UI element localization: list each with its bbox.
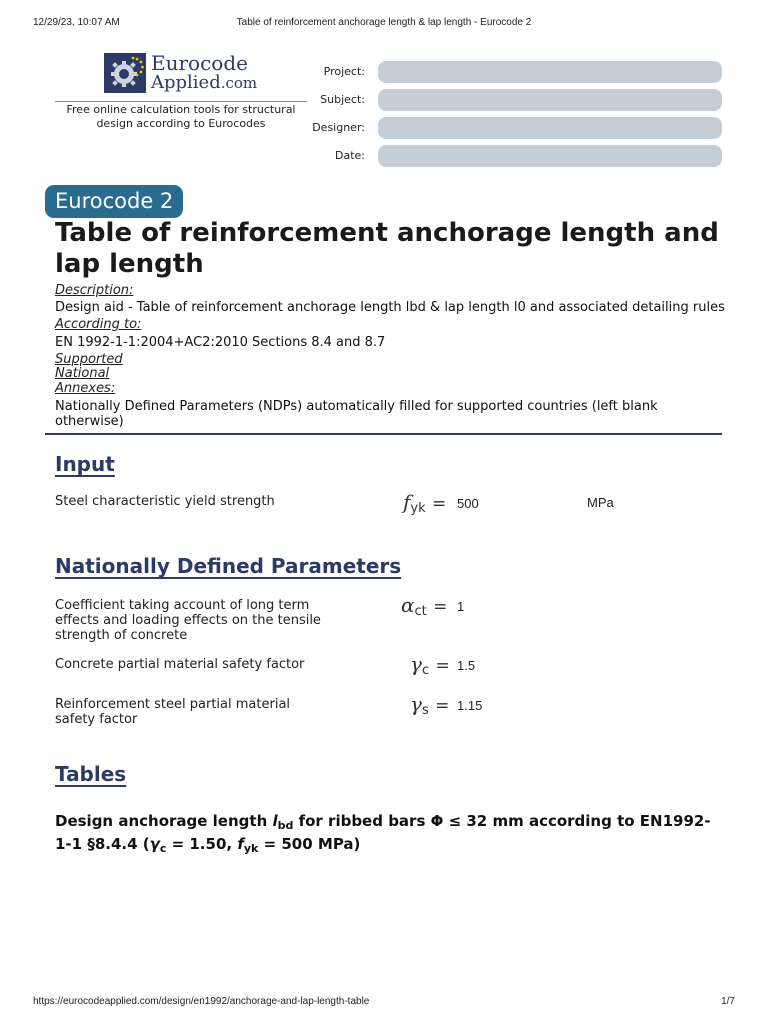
- annexes-label-line2: National: [55, 366, 110, 381]
- gamma-c-label: Concrete partial material safety factor: [55, 657, 305, 672]
- annexes-text: Nationally Defined Parameters (NDPs) automatically filled for supported countries (left blank otherwise): [55, 399, 658, 429]
- gamma-c-symbol-subscript: c: [421, 663, 430, 678]
- alpha-ct-symbol: [401, 593, 447, 619]
- project-input[interactable]: [378, 61, 722, 83]
- project-label: Project:: [323, 65, 365, 78]
- subject-input[interactable]: [378, 89, 722, 111]
- tagline: Free online calculation tools for structural design according to Eurocodes: [66, 103, 296, 130]
- designer-label: Designer:: [312, 121, 365, 134]
- table-heading-gamma-sub: c: [159, 842, 167, 855]
- print-page-number: 1/7: [721, 996, 735, 1007]
- gamma-s-symbol-subscript: s: [421, 703, 429, 718]
- table-heading-part3: = 1.50,: [166, 835, 238, 853]
- fyk-unit: MPa: [587, 495, 614, 510]
- description-label: Description:: [55, 283, 134, 298]
- alpha-ct-label: Coefficient taking account of long term effects and loading effects on the tensile strength of concrete: [55, 598, 321, 643]
- print-title: Table of reinforcement anchorage length & lap length - Eurocode 2: [236, 17, 532, 28]
- print-date: 12/29/23, 10:07 AM: [33, 17, 120, 28]
- designer-input[interactable]: [378, 117, 722, 139]
- page-title: Table of reinforcement anchorage length and lap length: [55, 218, 719, 279]
- logo[interactable]: [104, 53, 264, 95]
- table-heading-l-symbol: l: [272, 812, 278, 830]
- subject-label: Subject:: [320, 93, 365, 106]
- gamma-s-symbol-letter: γ: [410, 692, 422, 716]
- gamma-s-label: Reinforcement steel partial material safety factor: [55, 697, 291, 727]
- logo-text-eurocode: Eurocode: [151, 51, 248, 75]
- gamma-s-symbol: [410, 692, 449, 718]
- alpha-ct-equals: =: [433, 597, 448, 617]
- gamma-c-equals: =: [435, 656, 450, 676]
- fyk-value[interactable]: 500: [457, 496, 479, 511]
- anchorage-table-heading: [55, 812, 725, 858]
- table-heading-part4: = 500 MPa): [258, 835, 361, 853]
- fyk-symbol-letter: f: [403, 490, 411, 514]
- gamma-c-symbol-letter: γ: [410, 652, 422, 676]
- fyk-equals: =: [432, 494, 447, 514]
- gamma-c-symbol: [410, 652, 450, 678]
- eurocode-gear-icon: [104, 53, 146, 93]
- ndp-section-title: Nationally Defined Parameters: [55, 554, 402, 578]
- table-heading-gamma-symbol: γ: [149, 835, 160, 853]
- fyk-symbol: [403, 490, 446, 516]
- header-divider: [45, 433, 722, 435]
- table-heading-part1: Design anchorage length: [55, 812, 273, 830]
- fyk-label: Steel characteristic yield strength: [55, 494, 275, 509]
- logo-text-applied-main: Applied: [151, 72, 221, 93]
- table-heading-f-symbol: f: [237, 835, 244, 853]
- alpha-ct-symbol-letter: α: [401, 593, 415, 617]
- tagline-divider: [55, 101, 307, 102]
- alpha-ct-symbol-subscript: ct: [414, 604, 427, 619]
- date-label: Date:: [335, 149, 365, 162]
- logo-text-domain: .com: [220, 74, 258, 92]
- logo-text-applied: [151, 72, 257, 93]
- table-heading-f-sub: yk: [243, 842, 259, 855]
- input-section-title: Input: [55, 452, 115, 476]
- gamma-s-value[interactable]: 1.15: [457, 698, 483, 713]
- tables-section-title: Tables: [55, 762, 127, 786]
- description-text: Design aid - Table of reinforcement anchorage length lbd & lap length l0 and associated detailing rules: [55, 300, 725, 315]
- table-heading-part2: for ribbed bars Φ ≤ 32 mm according to EN1992-1-1 §8.4.4 (: [55, 812, 711, 853]
- annexes-label-line1: Supported: [55, 352, 123, 367]
- annexes-label-line3: Annexes:: [55, 381, 116, 396]
- fyk-symbol-subscript: yk: [410, 501, 426, 516]
- date-input[interactable]: [378, 145, 722, 167]
- according-to-text: EN 1992-1-1:2004+AC2:2010 Sections 8.4 and 8.7: [55, 335, 386, 350]
- gamma-c-value[interactable]: 1.5: [457, 658, 476, 673]
- eurocode-badge: Eurocode 2: [45, 185, 183, 218]
- gamma-s-equals: =: [435, 696, 450, 716]
- print-url[interactable]: https://eurocodeapplied.com/design/en1992/anchorage-and-lap-length-table: [33, 996, 370, 1007]
- alpha-ct-value[interactable]: 1: [457, 599, 465, 614]
- according-to-label: According to:: [55, 317, 142, 332]
- table-heading-l-sub: bd: [277, 819, 294, 832]
